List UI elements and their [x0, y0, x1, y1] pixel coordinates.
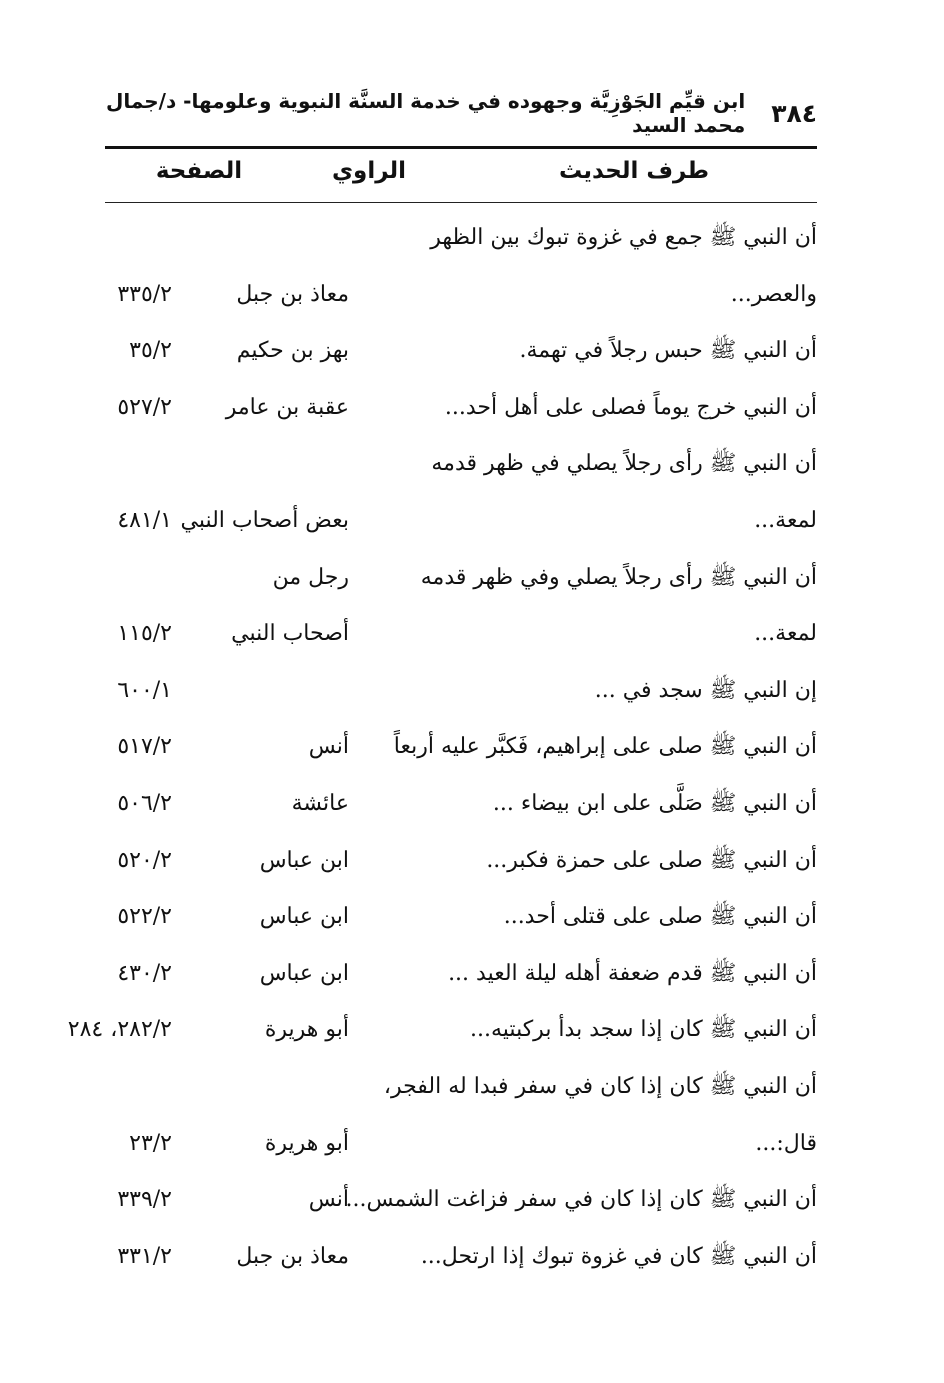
page-cell: ٦٠٠/١ — [117, 677, 172, 703]
rawi-cell: ابن عباس — [259, 847, 349, 873]
column-header-rawi: الراوي — [331, 158, 407, 184]
table-row — [0, 550, 944, 607]
rawi-cell: بهز بن حكيم — [236, 338, 349, 364]
table-rule — [105, 202, 817, 203]
table-row — [0, 776, 944, 833]
running-header — [105, 89, 817, 137]
rawi-cell: بعض أصحاب النبي — [180, 507, 349, 533]
rawi-cell: رجل من — [272, 564, 349, 590]
page-cell: ١١٥/٢ — [117, 621, 172, 647]
hadith-cell: لمعة... — [754, 507, 817, 533]
page-cell: ٢٣/٢ — [129, 1130, 172, 1156]
hadith-cell: أن النبي ﷺ كان في غزوة تبوك إذا ارتحل... — [420, 1243, 817, 1269]
page-cell: ٢٨٢/٢، ٢٨٤ — [67, 1017, 172, 1043]
table-row — [0, 1229, 944, 1286]
table-row — [0, 833, 944, 890]
rawi-cell: معاذ بن جبل — [236, 281, 349, 307]
hadith-cell: قال:... — [755, 1130, 817, 1156]
table-row — [0, 1059, 944, 1116]
hadith-cell: أن النبي ﷺ جمع في غزوة تبوك بين الظهر — [430, 225, 817, 250]
table-row — [0, 719, 944, 776]
page-cell: ٣٣٩/٢ — [117, 1187, 172, 1213]
table-row — [0, 493, 944, 550]
table-row — [0, 663, 944, 720]
page-cell: ٥٠٦/٢ — [117, 790, 172, 816]
hadith-cell: أن النبي ﷺ صلى على قتلى أحد... — [503, 904, 817, 930]
page-cell: ٣٣٥/٢ — [117, 281, 172, 307]
page-cell: ٤٨١/١ — [117, 507, 172, 533]
rawi-cell: أصحاب النبي — [231, 621, 349, 647]
rawi-cell: ابن عباس — [259, 904, 349, 930]
rawi-cell: عقبة بن عامر — [225, 394, 349, 420]
table-row — [0, 267, 944, 324]
hadith-cell: أن النبي ﷺ صلى على حمزة فكبر... — [486, 847, 817, 873]
table-row — [0, 1116, 944, 1173]
page-cell: ٥١٧/٢ — [117, 734, 172, 760]
page-cell: ٣٥/٢ — [129, 338, 172, 364]
rawi-cell: ابن عباس — [259, 960, 349, 986]
page-number: ٣٨٤ — [771, 98, 817, 128]
rawi-cell: معاذ بن جبل — [236, 1243, 349, 1269]
column-header-page: الصفحة — [155, 158, 243, 184]
rawi-cell: أنس — [308, 1187, 349, 1213]
rawi-cell: أبو هريرة — [264, 1130, 349, 1156]
rawi-cell: عائشة — [291, 790, 349, 816]
hadith-cell: أن النبي خرج يوماً فصلى على أهل أحد... — [444, 394, 817, 420]
table-row — [0, 380, 944, 437]
page-cell: ٥٢٠/٢ — [117, 847, 172, 873]
table-row — [0, 436, 944, 493]
index-table — [0, 210, 944, 1285]
table-row — [0, 889, 944, 946]
rawi-cell: أبو هريرة — [264, 1017, 349, 1043]
page-cell: ٣٣١/٢ — [117, 1243, 172, 1269]
table-row — [0, 210, 944, 267]
hadith-cell: أن النبي ﷺ كان إذا سجد بدأ بركبتيه... — [470, 1017, 817, 1043]
running-title: ابن قيِّم الجَوْزِيَّة وجهوده في خدمة السنَّة النبوية وعلومها- د/جمال محمد السيد — [105, 89, 746, 137]
hadith-cell: أن النبي ﷺ صلى على إبراهيم، فَكبَّر عليه أربعاً — [393, 734, 817, 760]
hadith-cell: أن النبي ﷺ كان إذا كان في سفر فبدا له الفجر، — [383, 1073, 817, 1099]
hadith-cell: أن النبي ﷺ قدم ضعفة أهله ليلة العيد ... — [448, 960, 817, 986]
hadith-cell: أن النبي ﷺ حبس رجلاً في تهمة. — [519, 338, 817, 364]
column-header-hadith: طرف الحديث — [558, 158, 710, 184]
hadith-cell: أن النبي ﷺ كان إذا كان في سفر فزاغت الشمس... — [345, 1187, 817, 1213]
table-row — [0, 323, 944, 380]
hadith-cell: أن النبي ﷺ رأى رجلاً يصلي في ظهر قدمه — [431, 451, 817, 477]
page-cell: ٥٢٢/٢ — [117, 904, 172, 930]
hadith-cell: لمعة... — [754, 621, 817, 647]
hadith-cell: إن النبي ﷺ سجد في ... — [594, 677, 817, 703]
header-rule — [105, 146, 817, 149]
page-cell: ٤٣٠/٢ — [117, 960, 172, 986]
page-cell: ٥٢٧/٢ — [117, 394, 172, 420]
hadith-cell: والعصر... — [730, 281, 817, 307]
table-row — [0, 606, 944, 663]
hadith-cell: أن النبي ﷺ صَلَّى على ابن بيضاء ... — [492, 790, 817, 816]
hadith-cell: أن النبي ﷺ رأى رجلاً يصلي وفي ظهر قدمه — [420, 564, 817, 590]
table-row — [0, 1172, 944, 1229]
rawi-cell: أنس — [308, 734, 349, 760]
table-row — [0, 946, 944, 1003]
table-row — [0, 1002, 944, 1059]
